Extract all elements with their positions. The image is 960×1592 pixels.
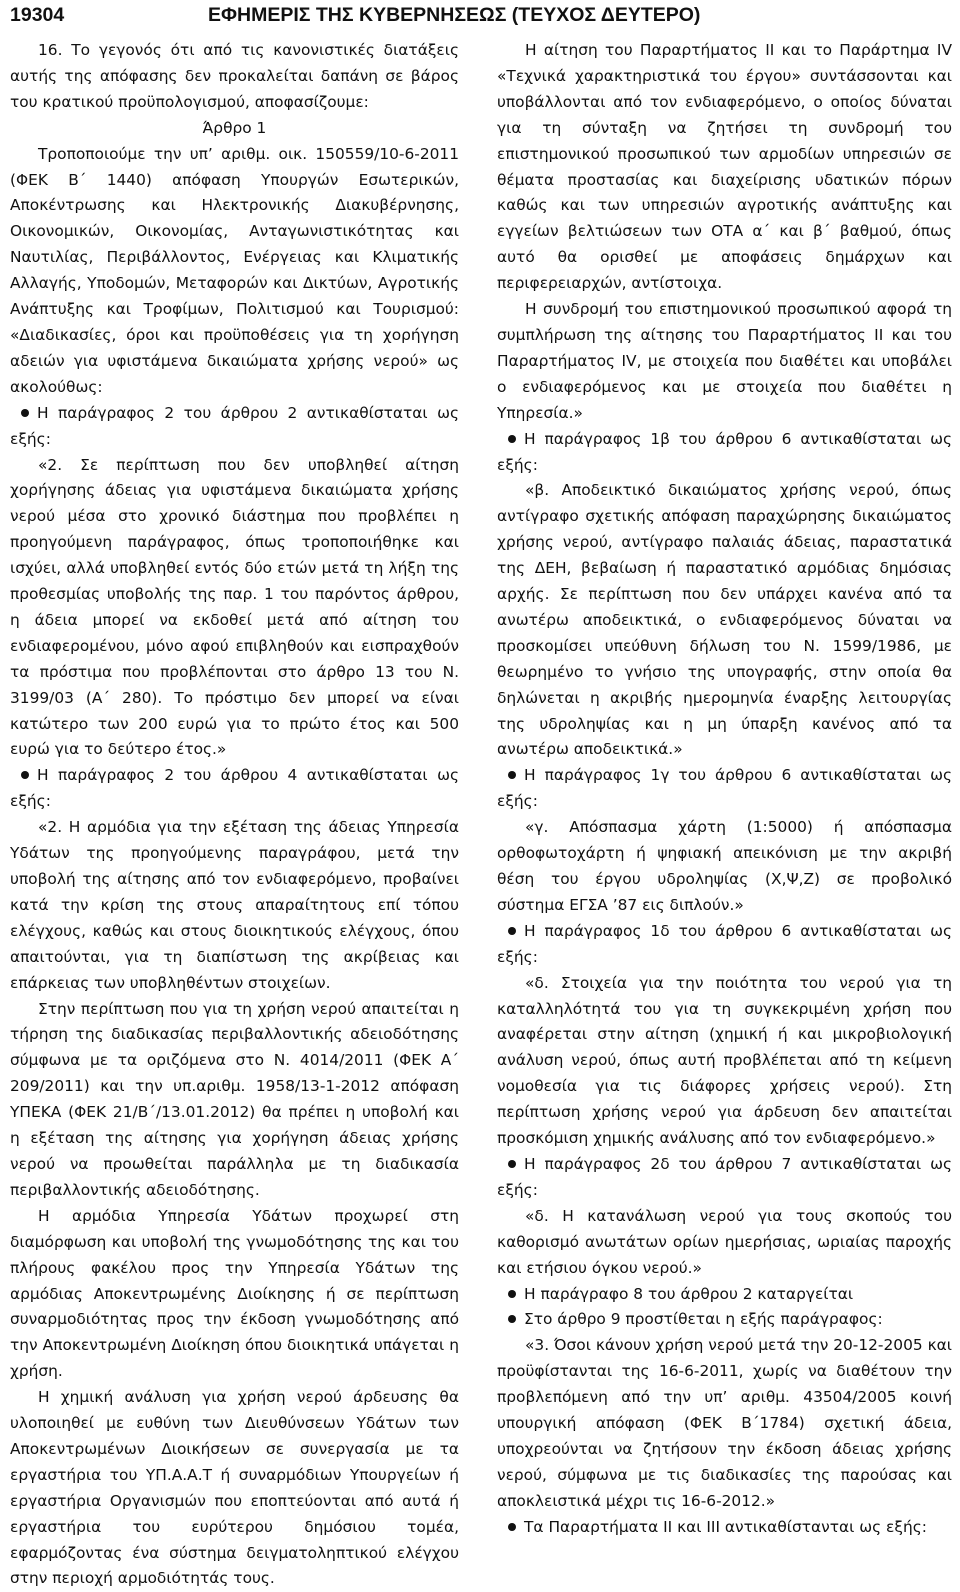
bullet-paragraph: Στο άρθρο 9 προστίθεται η εξής παράγραφος: (497, 1307, 952, 1333)
paragraph: «γ. Απόσπασμα χάρτη (1:5000) ή απόσπασμα ορθοφωτοχάρτη ή ψηφιακή απεικόνιση με την ακριβή θέση του έργου υδροληψίας (Χ,Ψ,Ζ) σε προβολικό σύστημα ΕΓΣΑ ’87 εις διπλούν.» (497, 818, 952, 914)
page-number: 19304 (10, 4, 65, 26)
bullet-icon (21, 771, 29, 779)
bullet-paragraph: Η παράγραφος 1γ του άρθρου 6 αντικαθίσταται ως εξής: (497, 766, 952, 811)
bullet-icon (508, 1523, 516, 1531)
gazette-title: ΕΦΗΜΕΡΙΣ ΤΗΣ ΚΥΒΕΡΝΗΣΕΩΣ (ΤΕΥΧΟΣ ΔΕΥΤΕΡΟ) (208, 4, 701, 26)
paragraph: «δ. Στοιχεία για την ποιότητα του νερού για τη καταλληλότητά του για τη συγκεκριμένη χρήση που αναφέρεται στην αίτηση (χημική ή και μικροβιολογική ανάλυση νερού, όπως αυτή προβλέπεται από τη κείμενη νομοθεσία για τις διάφορες χρήσεις νερού). Στη περίπτωση χρήσης νερού για άρδευση δεν απαιτείται προσκόμιση χημικής ανάλυσης από τον ενδιαφερόμενο.» (497, 973, 952, 1148)
paragraph: «3. Όσοι κάνουν χρήση νερού μετά την 20-12-2005 και προϋφίστανται της 16-6-2011, χωρίς να διαθέτουν την προβλεπόμενη από την υπ’ αριθμ. 43504/2005 κοινή υπουργική απόφαση (ΦΕΚ Β΄1784) σχετική άδεια, υποχρεούνται να ζητήσουν την έκδοση άδειας χρήσης νερού, σύμφωνα με τις διαδικασίες της παρούσας και αποκλειστικά μέχρι τις 16-6-2012.» (497, 1336, 952, 1510)
paragraph: Τροποποιούμε την υπ’ αριθμ. οικ. 150559/10-6-2011 (ΦΕΚ Β΄ 1440) απόφαση Υπουργών Εσωτερικών, Αποκέντρωσης και Ηλεκτρονικής Διακυβέρνησης, Οικονομικών, Οικονομίας, Ανταγωνιστικότητας και Ναυτιλίας, Περιβάλλοντος, Ενέργειας και Κλιματικής Αλλαγής, Υποδομών, Μεταφορών και Δικτύων, Αγροτικής Ανάπτυξης και Τροφίμων, Πολιτισμού και Τουρισμού: «Διαδικασίες, όροι και προϋποθέσεις για τη χορήγηση αδειών για υφιστάμενα δικαιώματα χρήσης νερού» ως ακολούθως: (10, 144, 459, 396)
right-column (497, 38, 952, 1541)
bullet-icon (508, 435, 516, 443)
bullet-paragraph: Η παράγραφος 2δ του άρθρου 7 αντικαθίσταται ως εξής: (497, 1154, 952, 1199)
bullet-icon (21, 409, 29, 417)
paragraph: «2. Η αρμόδια για την εξέταση της άδειας Υπηρεσία Υδάτων της προηγούμενης παραγράφου, μετά την υποβολή της αίτησης από τον ενδιαφερόμενο, προβαίνει κατά την κρίση της στους απαραίτητους επί τόπου ελέγχους, καθώς και στους διοικητικούς ελέγχους, όπου απαιτούνται, για τη διαπίστωση της ακρίβειας και επάρκειας των υποβληθέντων στοιχείων. (10, 818, 459, 992)
paragraph: Η συνδρομή του επιστημονικού προσωπικού αφορά τη συμπλήρωση της αίτησης του Παραρτήματος ΙΙ και του Παραρτήματος IV, με στοιχεία που διαθέτει και υποβάλει ο ενδιαφερόμενος και με στοιχεία που διαθέτει η Υπηρεσία.» (497, 300, 952, 422)
bullet-icon (508, 1290, 516, 1298)
page-header (10, 4, 950, 34)
bullet-paragraph: Η παράγραφος 2 του άρθρου 2 αντικαθίσταται ως εξής: (10, 403, 459, 448)
bullet-paragraph: Η παράγραφος 2 του άρθρου 4 αντικαθίσταται ως εξής: (10, 766, 459, 811)
bullet-icon (508, 1315, 516, 1323)
bullet-icon (508, 1160, 516, 1168)
bullet-icon (508, 927, 516, 935)
left-column (10, 38, 459, 1592)
paragraph: Η χημική ανάλυση για χρήση νερού άρδευσης θα υλοποιηθεί με ευθύνη των Διευθύνσεων Υδάτων των Αποκεντρωμένων Διοικήσεων σε συνεργασία με τα εργαστήρια του ΥΠ.Α.Α.Τ ή συναρμόδιων Υπουργείων ή εργαστήρια Οργανισμών που εποπτεύονται από αυτά ή εργαστήρια του ευρύτερου δημόσιου τομέα, εφαρμόζοντας ένα σύστημα δειγματοληπτικού ελέγχου στην περιοχή αρμοδιότητάς τους. (10, 1388, 459, 1588)
bullet-icon (508, 771, 516, 779)
paragraph: 16. Το γεγονός ότι από τις κανονιστικές διατάξεις αυτής της απόφασης δεν προκαλείται δαπάνη σε βάρος του κρατικού προϋπολογισμού, αποφασίζουμε: (10, 41, 459, 111)
article-heading: Άρθρο 1 (202, 118, 267, 137)
bullet-paragraph: Τα Παραρτήματα ΙΙ και ΙΙΙ αντικαθίστανται ως εξής: (497, 1515, 952, 1541)
bullet-paragraph: Η παράγραφο 8 του άρθρου 2 καταργείται (497, 1282, 952, 1308)
paragraph: Η αρμόδια Υπηρεσία Υδάτων προχωρεί στη διαμόρφωση και υποβολή της γνωμοδότησης της και του πλήρους φακέλου προς την Υπηρεσία Υδάτων της αρμόδιας Αποκεντρωμένης Διοίκησης ή σε περίπτωση συναρμοδιότητας προς την έκδοση γνωμοδότησης από την Αποκεντρωμένη Διοίκηση όπου διοικητικά υπάγεται η χρήση. (10, 1206, 459, 1381)
paragraph: «β. Αποδεικτικό δικαιώματος χρήσης νερού, όπως αντίγραφο σχετικής απόφαση παραχώρησης δικαιώματος χρήσης νερού, αντίγραφο παλαιάς άδειας, παραστατικά της ΔΕΗ, βεβαίωση ή παραστατικό αρμόδιας δημόσιας αρχής. Σε περίπτωση που δεν υπάρχει κανένα από τα ανωτέρω αποδεικτικά, ο ενδιαφερόμενος δύναται να προσκομίσει υπεύθυνη δήλωση του Ν. 1599/1986, με θεωρημένο το γνήσιο της υπογραφής, στην οποία θα δηλώνεται η ακριβής ημερομηνία έναρξης λειτουργίας της υδροληψίας και η μη ύπαρξη κανένος από τα ανωτέρω αποδεικτικά.» (497, 481, 952, 759)
paragraph: Στην περίπτωση που για τη χρήση νερού απαιτείται η τήρηση της διαδικασίας περιβαλλοντικής αδειοδότησης σύμφωνα με τα οριζόμενα στο Ν. 4014/2011 (ΦΕΚ Α΄ 209/2011) και την υπ.αριθμ. 1958/13-1-2012 απόφαση ΥΠΕΚΑ (ΦΕΚ 21/Β΄/13.01.2012) θα πρέπει η υποβολή και η εξέταση της αίτησης για χορήγηση άδειας χρήσης νερού να προωθείται παράλληλα με τη διαδικασία περιβαλλοντικής αδειοδότησης. (10, 999, 459, 1199)
bullet-paragraph: Η παράγραφος 1δ του άρθρου 6 αντικαθίσταται ως εξής: (497, 921, 952, 966)
bullet-paragraph: Η παράγραφος 1β του άρθρου 6 αντικαθίσταται ως εξής: (497, 429, 952, 474)
paragraph: Η αίτηση του Παραρτήματος ΙΙ και το Παράρτημα ΙV «Τεχνικά χαρακτηριστικά του έργου» συντάσσονται και υποβάλλονται από τον ενδιαφερόμενο, ο οποίος δύναται για τη σύνταξη να ζητήσει τη συνδρομή του επιστημονικού προσωπικού των αρμοδίων υπηρεσιών σε θέματα προστασίας και διαχείρισης υδατικών πόρων καθώς και των υπηρεσιών αγροτικής ανάπτυξης και εγγείων βελτιώσεων των ΟΤΑ α΄ και β΄ βαθμού, όπως αυτό θα ορισθεί με αποφάσεις δημάρχων και περιφερειαρχών, αντίστοιχα. (497, 41, 952, 293)
paragraph: «δ. Η κατανάλωση νερού για τους σκοπούς του καθορισμό ανωτάτων ορίων ημερήσιας, ωριαίας παροχής και ετήσιου όγκου νερού.» (497, 1206, 952, 1277)
paragraph: «2. Σε περίπτωση που δεν υποβληθεί αίτηση χορήγησης άδειας για υφιστάμενα δικαιώματα χρήσης νερού μέσα στο χρονικό διάστημα που προβλέπει η προηγούμενη παράγραφος, όπως τροποποιήθηκε και ισχύει, αλλά υποβληθεί εντός δύο ετών μετά τη λήξη της προθεσμίας υποβολής της παρ. 1 του παρόντος άρθρου, η άδεια μπορεί να εκδοθεί μετά από αίτηση του ενδιαφερομένου, μόνο αφού επιβληθούν και εισπραχθούν τα πρόστιμα που προβλέπονται στο άρθρο 13 του Ν. 3199/03 (Α΄ 280). Το πρόστιμο δεν μπορεί να είναι κατώτερο των 200 ευρώ για το πρώτο έτος και 500 ευρώ για το δεύτερο έτος.» (10, 455, 459, 759)
